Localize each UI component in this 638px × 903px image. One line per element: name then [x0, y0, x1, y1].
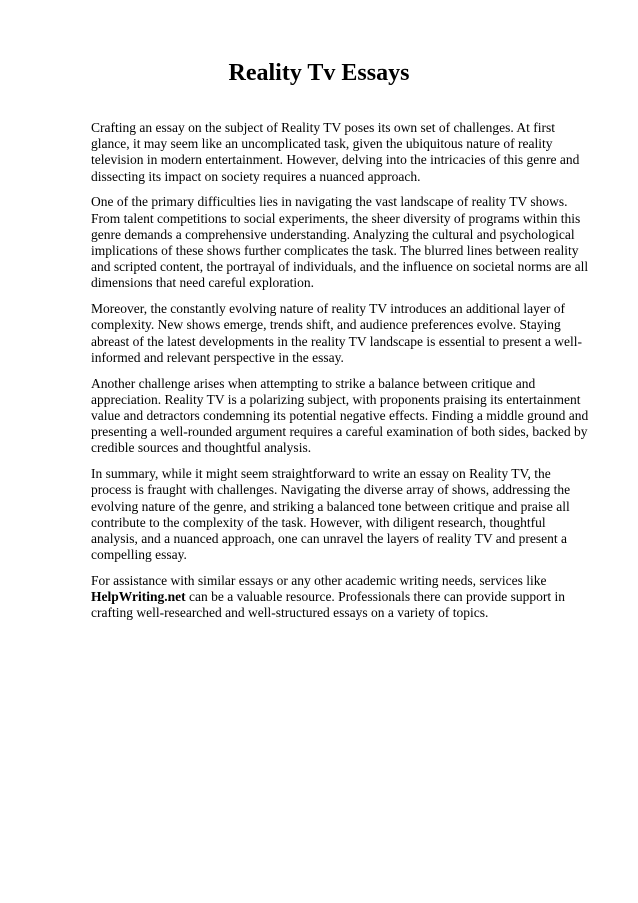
document-body — [91, 120, 591, 631]
paragraph-intro: Crafting an essay on the subject of Reality TV poses its own set of challenges. At first glance, it may seem like an uncomplicated task, given the ubiquitous nature of reality television in modern entertainment. However, delving into the intricacies of this genre and dissecting its impact on society requires a nuanced approach. — [91, 120, 580, 184]
paragraph-evolving-nature: Moreover, the constantly evolving nature of reality TV introduces an additional layer of complexity. New shows emerge, trends shift, and audience preferences evolve. Staying abreast of the latest developments in the reality TV landscape is essential to present a well-informed and relevant perspective in the essay. — [91, 301, 582, 365]
paragraph-difficulties: One of the primary difficulties lies in navigating the vast landscape of reality TV shows. From talent competitions to social experiments, the sheer diversity of programs within this genre demands a comprehensive understanding. Analyzing the cultural and psychological implications of these shows further complicates the task. The blurred lines between reality and scripted content, the portrayal of individuals, and the influence on societal norms are all dimensions that need careful exploration. — [91, 194, 589, 291]
paragraph-balance: Another challenge arises when attempting to strike a balance between critique and appreciation. Reality TV is a polarizing subject, with proponents praising its entertainment value and detractors condemning its potential negative effects. Finding a middle ground and presenting a well-rounded argument requires a careful examination of both sides, backed by credible sources and thoughtful analysis. — [91, 375, 589, 456]
paragraph-closing — [91, 573, 591, 622]
brand-name: HelpWriting.net — [91, 589, 186, 605]
closing-text-before: For assistance with similar essays or any other academic writing needs, services like — [91, 573, 547, 589]
closing-text-after: can be a valuable resource. Professionals there can provide support in crafting well-researched and well-structured essays on a variety of topics. — [91, 589, 566, 621]
document-title: Reality Tv Essays — [228, 60, 410, 86]
paragraph-summary: In summary, while it might seem straightforward to write an essay on Reality TV, the process is fraught with challenges. Navigating the diverse array of shows, addressing the evolving nature of the genre, and striking a balanced tone between critique and praise all contribute to the complexity of the task. However, with diligent research, thoughtful analysis, and a nuanced approach, one can unravel the layers of reality TV and present a compelling essay. — [91, 466, 571, 563]
